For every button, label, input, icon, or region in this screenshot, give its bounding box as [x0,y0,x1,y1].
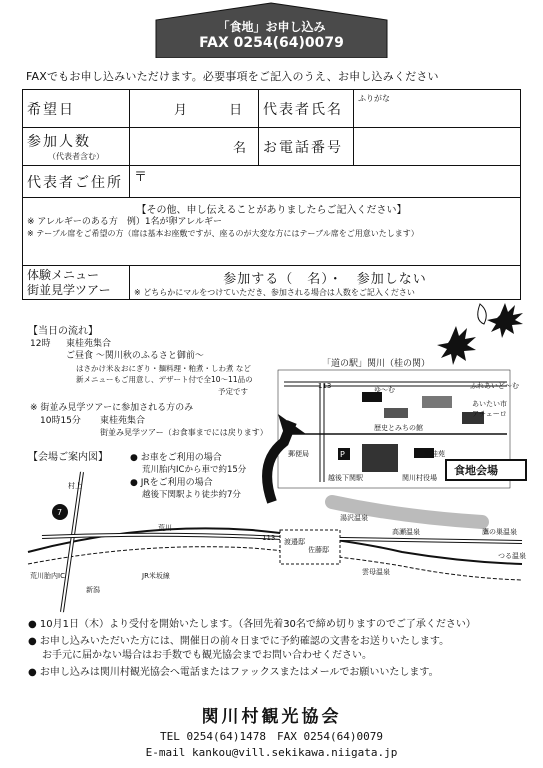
schedule-line-3: はさかけ米＆おにぎり・麺料理・粕煮・しわ煮 など [76,364,251,373]
tour-line-2: 街並み見学ツアー（お食事までには戻ります） [100,428,268,437]
postal-mark: 〒 [134,170,148,185]
jr-line-label: JR米坂線 [142,572,170,580]
schedule-line-5: 予定です [218,387,248,396]
notices [28,618,533,680]
post-office-label: 郵便局 [288,450,309,458]
schedule-line-2: ご昼食 ～関川秋のふるさと御前～ [66,351,204,361]
notice-apply: ● お申し込みは関川村観光協会へ電話またはファックスまたはメールでお願いいたします。 [28,667,439,678]
svg-text:P: P [340,450,345,459]
schedule-line-1: 東桂苑集合 [66,339,112,349]
phone-field[interactable] [354,128,521,166]
contact-email[interactable]: E-mail kankou@vill.sekikawa.niigata.jp [145,746,398,759]
other-notes-field[interactable] [23,198,521,266]
rep-name-label: 代表者氏名 [259,90,354,128]
aitai-label: あいたい市 [472,400,507,408]
participants-label: 参加人数 （代表者含む） [23,128,130,166]
michinoeki-label: 「道の駅」関川（桂の関） [322,359,431,369]
rep-name-field[interactable] [354,90,521,128]
fureai-label: ふれあいど～む [470,382,519,390]
watanabe-label: 渡邉邸 [284,538,305,546]
schedule-time-1: 12時 [30,339,51,349]
application-form [22,89,521,300]
arakawa-label: 荒川 [158,524,172,532]
date-field[interactable] [130,90,259,128]
tour-line-1: 東桂苑集合 [100,416,146,426]
town-map [278,357,526,488]
intro-text: FAXでもお申し込みいただけます。必要事項をご記入のうえ、お申し込みください [26,70,439,83]
notice-start: ● 10月1日（木）より受付を開始いたします。（各回先着30名で締め切りますのでご了承ください） [28,619,476,630]
access-car-detail: 荒川胎内ICから車で約15分 [142,465,247,475]
other-title: 【その他、申し伝えることがありましたらご記入ください】 [136,205,407,216]
yunosawa-label: 湯沢温泉 [340,514,368,522]
access-jr-title: ● JRをご利用の場合 [130,478,213,488]
route-113-map-label: 113 [262,534,276,542]
schedule-title: 【当日の流れ】 [28,326,98,337]
sato-label: 佐藤邸 [308,546,329,554]
other-note-table: ※ テーブル席をご希望の方（席は基本お座敷ですが、座るのが大変な方にはテーブル席をご用意いたします） [27,229,419,238]
arakawa-ic-label: 荒川胎内IC [30,572,65,580]
notice-confirm-2: お手元に届かない場合はお手数でも観光協会までお問い合わせください。 [42,650,372,661]
organization-name: 関川村観光協会 [201,707,342,727]
murakami-label: 村上 [68,482,82,490]
toukeien-label: 東桂苑 [424,450,445,458]
access-car-title: ● お車をご利用の場合 [130,453,222,463]
niigata-label: 新潟 [86,586,100,594]
header-title: 「食地」お申し込み [217,20,326,34]
participants-sub: （代表者含む） [48,152,104,161]
access-title: 【会場ご案内図】 [28,452,108,463]
day-label: 日 [229,103,243,118]
rekishi-label: 歴史とみちの館 [374,424,423,432]
schedule-line-4: 新メニューもご用意し、デザート付で全10～11品の [76,375,253,384]
address-field[interactable] [130,166,521,198]
menu-field[interactable] [130,266,521,300]
contact-phone-fax: TEL 0254(64)1478 FAX 0254(64)0079 [160,730,383,743]
route-113-label: 113 [318,382,332,390]
village-office-label: 関川村役場 [402,474,437,482]
takanosu-label: 鷹の巣温泉 [482,528,517,536]
takase-label: 高瀬温泉 [392,528,420,536]
furigana-label: ふりがな [358,94,390,103]
tour-note: ※ 街並み見学ツアーに参加される方のみ [30,403,194,413]
menu-label: 体験メニュー 街並見学ツアー [23,266,130,300]
participants-field[interactable] [130,128,259,166]
kirara-label: 雲母温泉 [362,568,390,576]
notice-confirm: ● お申し込みいただいた方には、開催日の前々日までに予約確認の文書をお送りいたします。 [28,636,450,647]
address-label: 代表者ご住所 [23,166,130,198]
participants-unit: 名 [232,141,246,156]
month-label: 月 [174,103,188,118]
other-note-allergy: ※ アレルギーのある方 例）1名が卵アレルギー [27,217,222,227]
menu-note: ※ どちらかにマルをつけていただき、参加される場合は人数をご記入ください [134,287,415,297]
route-7-label: 7 [57,508,63,517]
access-jr-detail: 越後下関駅より徒歩約7分 [142,490,241,500]
menu-option: 参加する（ 名）・ 参加しない [223,271,427,287]
phone-label: お電話番号 [259,128,354,166]
header-fax: FAX 0254(64)0079 [199,35,344,51]
center-label: アチェーロ [472,410,507,418]
station-label: 越後下関駅 [328,474,363,482]
access-map [22,352,530,614]
schedule-time-2: 10時15分 [40,416,81,426]
venue-label: 食地会場 [454,464,498,477]
date-label: 希望日 [23,90,130,128]
tsuru-label: つる温泉 [498,552,526,560]
yumoru-label: ゆ～む [374,386,395,394]
